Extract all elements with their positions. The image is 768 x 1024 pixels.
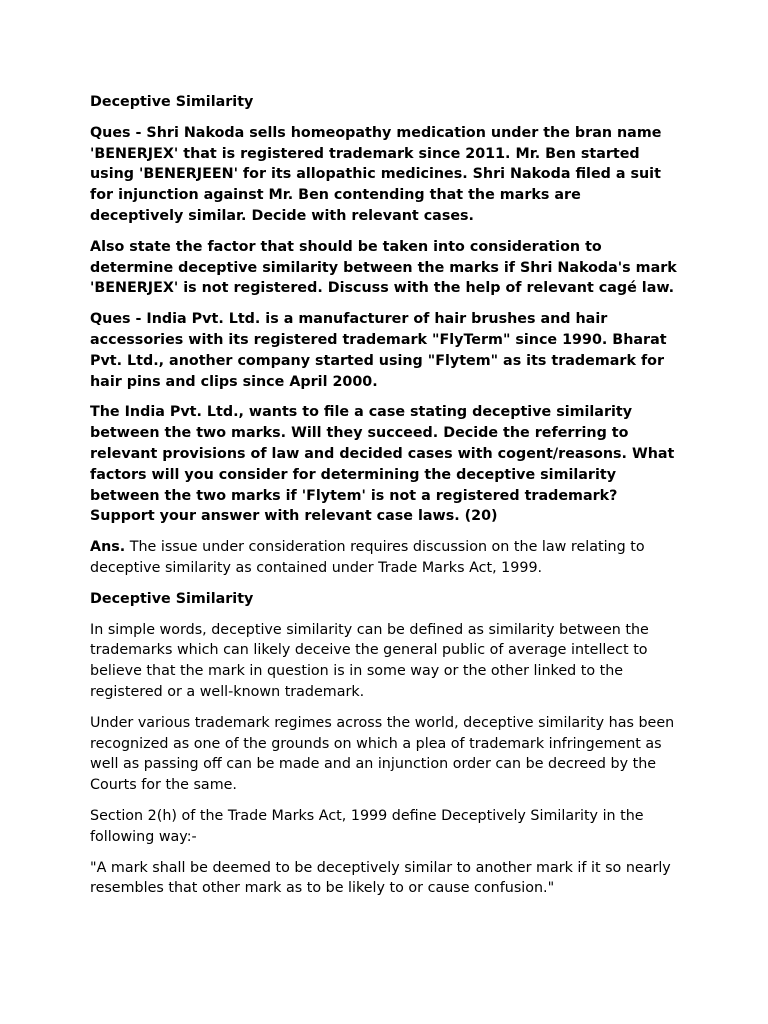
question-2-part-2: The India Pvt. Ltd., wants to file a case stating deceptive similarity between the two marks. Will they succeed. Decide the referring to relevant provisions of law and decided cases with cogent/reasons. What factors will you consider for determining the deceptive similarity between the two marks if 'Flytem' is not a registered trademark? Support your answer with relevant case laws. (20)	[90, 404, 675, 525]
paragraph-definition: In simple words, deceptive similarity can be defined as similarity between the trademarks which can likely deceive the general public of average intellect to believe that the mark in question is in some way or the other linked to the registered or a well-known trademark.	[90, 621, 649, 700]
answer-text: The issue under consideration requires discussion on the law relating to deceptive similarity as contained under Trade Marks Act, 1999.	[90, 539, 645, 576]
paragraph-section: Section 2(h) of the Trade Marks Act, 1999 define Deceptively Similarity in the following way:-	[90, 807, 644, 845]
section-heading: Deceptive Similarity	[90, 590, 254, 607]
document-title: Deceptive Similarity	[90, 94, 254, 110]
paragraph-regimes: Under various trademark regimes across the world, deceptive similarity has been recognized as one of the grounds on which a plea of trademark infringement as well as passing off can be made and an injunction order can be decreed by the Courts for the same.	[90, 714, 675, 794]
question-1-part-2: Also state the factor that should be taken into consideration to determine deceptive similarity between the marks if Shri Nakoda's mark 'BENERJEX' is not registered. Discuss with the help of relevant cagé law.	[90, 238, 677, 297]
answer-paragraph	[90, 537, 678, 579]
question-1: Ques - Shri Nakoda sells homeopathy medication under the bran name 'BENERJEX' that is registered trademark since 2011. Mr. Ben started using 'BENERJEEN' for its allopathic medicines. Shri Nakoda filed a suit for injunction against Mr. Ben contending that the marks are deceptively similar. Decide with relevant cases.	[90, 124, 662, 224]
question-2: Ques - India Pvt. Ltd. is a manufacturer of hair brushes and hair accessories with its registered trademark "FlyTerm" since 1990. Bharat Pvt. Ltd., another company started using "Flytem" as its trademark for hair pins and clips since April 2000.	[90, 311, 667, 390]
statutory-quote: "A mark shall be deemed to be deceptively similar to another mark if it so nearly resembles that other mark as to be likely to or cause confusion."	[90, 859, 671, 897]
answer-label: Ans.	[90, 539, 126, 556]
